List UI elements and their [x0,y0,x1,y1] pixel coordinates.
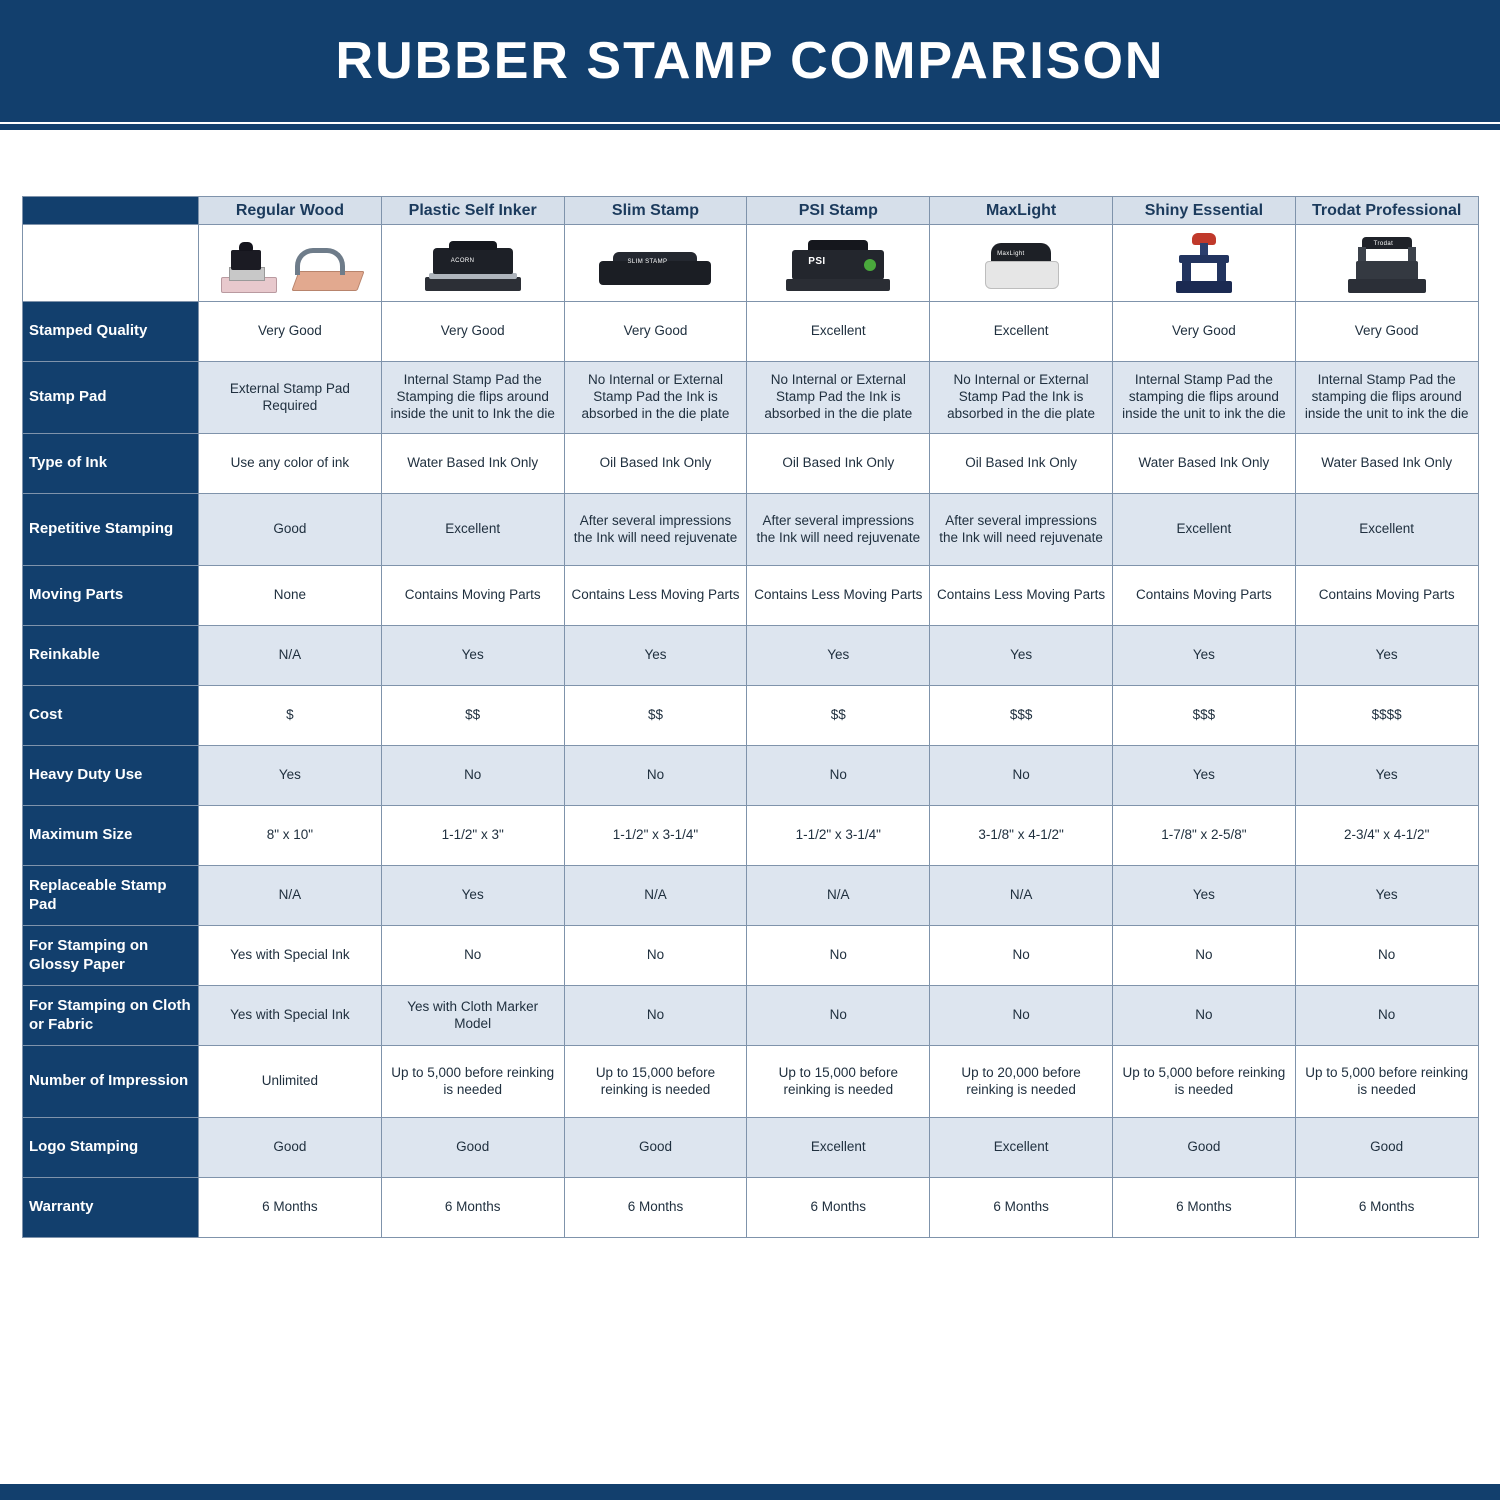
cell-stamped-quality-maxlight: Excellent [930,302,1113,362]
cell-cost-psi-stamp: $$ [747,686,930,746]
trodat-professional-stamp-icon [1312,229,1462,297]
cell-logo-stamping-plastic-self-inker: Good [381,1118,564,1178]
table-row [23,566,1479,626]
page-header [0,0,1500,122]
cell-maximum-size-slim-stamp: 1-1/2" x 3-1/4" [564,806,747,866]
cell-replaceable-stamp-pad-plastic-self-inker: Yes [381,866,564,926]
cell-heavy-duty-use-shiny-essential: Yes [1112,746,1295,806]
comparison-table [22,196,1479,1238]
row-label-type-of-ink: Type of Ink [23,434,199,494]
cell-warranty-regular-wood: 6 Months [199,1178,382,1238]
cell-moving-parts-plastic-self-inker: Contains Moving Parts [381,566,564,626]
stamp-image-shiny-essential [1112,225,1295,302]
table-row [23,686,1479,746]
stamp-image-slim-stamp [564,225,747,302]
cell-replaceable-stamp-pad-regular-wood: N/A [199,866,382,926]
product-header-trodat-professional: Trodat Professional [1295,197,1478,225]
table-row [23,986,1479,1046]
cell-moving-parts-trodat-professional: Contains Moving Parts [1295,566,1478,626]
cell-repetitive-stamping-slim-stamp: After several impressions the Ink will need rejuvenate [564,494,747,566]
cell-stamped-quality-shiny-essential: Very Good [1112,302,1295,362]
shiny-essential-stamp-icon [1129,229,1279,297]
cell-type-of-ink-regular-wood: Use any color of ink [199,434,382,494]
cell-stamped-quality-regular-wood: Very Good [199,302,382,362]
product-header-row [23,197,1479,225]
cell-moving-parts-slim-stamp: Contains Less Moving Parts [564,566,747,626]
row-label-warranty: Warranty [23,1178,199,1238]
cell-maximum-size-shiny-essential: 1-7/8" x 2-5/8" [1112,806,1295,866]
cell-cost-slim-stamp: $$ [564,686,747,746]
cell-reinkable-shiny-essential: Yes [1112,626,1295,686]
row-label-cloth-or-fabric: For Stamping on Cloth or Fabric [23,986,199,1046]
row-label-reinkable: Reinkable [23,626,199,686]
cell-cloth-or-fabric-slim-stamp: No [564,986,747,1046]
cell-moving-parts-psi-stamp: Contains Less Moving Parts [747,566,930,626]
table-row [23,806,1479,866]
row-label-heavy-duty-use: Heavy Duty Use [23,746,199,806]
cell-replaceable-stamp-pad-slim-stamp: N/A [564,866,747,926]
cell-number-of-impression-slim-stamp: Up to 15,000 before reinking is needed [564,1046,747,1118]
cell-replaceable-stamp-pad-psi-stamp: N/A [747,866,930,926]
cell-warranty-maxlight: 6 Months [930,1178,1113,1238]
cell-maximum-size-maxlight: 3-1/8" x 4-1/2" [930,806,1113,866]
cell-cost-shiny-essential: $$$ [1112,686,1295,746]
product-header-maxlight: MaxLight [930,197,1113,225]
cell-warranty-slim-stamp: 6 Months [564,1178,747,1238]
product-header-slim-stamp: Slim Stamp [564,197,747,225]
cell-replaceable-stamp-pad-trodat-professional: Yes [1295,866,1478,926]
cell-reinkable-plastic-self-inker: Yes [381,626,564,686]
table-row [23,494,1479,566]
cell-logo-stamping-shiny-essential: Good [1112,1118,1295,1178]
cell-stamp-pad-shiny-essential: Internal Stamp Pad the stamping die flips around inside the unit to ink the die [1112,362,1295,434]
cell-stamped-quality-slim-stamp: Very Good [564,302,747,362]
cell-repetitive-stamping-shiny-essential: Excellent [1112,494,1295,566]
row-label-glossy-paper: For Stamping on Glossy Paper [23,926,199,986]
cell-type-of-ink-psi-stamp: Oil Based Ink Only [747,434,930,494]
cell-cost-plastic-self-inker: $$ [381,686,564,746]
stamp-image-maxlight [930,225,1113,302]
cell-reinkable-trodat-professional: Yes [1295,626,1478,686]
cell-warranty-psi-stamp: 6 Months [747,1178,930,1238]
brand-label-psi: PSI [808,256,826,267]
cell-moving-parts-maxlight: Contains Less Moving Parts [930,566,1113,626]
cell-type-of-ink-shiny-essential: Water Based Ink Only [1112,434,1295,494]
row-label-stamped-quality: Stamped Quality [23,302,199,362]
cell-repetitive-stamping-psi-stamp: After several impressions the Ink will need rejuvenate [747,494,930,566]
cell-heavy-duty-use-trodat-professional: Yes [1295,746,1478,806]
product-header-regular-wood: Regular Wood [199,197,382,225]
cell-heavy-duty-use-psi-stamp: No [747,746,930,806]
cell-number-of-impression-trodat-professional: Up to 5,000 before reinking is needed [1295,1046,1478,1118]
psi-stamp-icon [763,229,913,297]
cell-moving-parts-regular-wood: None [199,566,382,626]
cell-stamped-quality-psi-stamp: Excellent [747,302,930,362]
table-row [23,926,1479,986]
cell-type-of-ink-trodat-professional: Water Based Ink Only [1295,434,1478,494]
row-label-repetitive-stamping: Repetitive Stamping [23,494,199,566]
cell-number-of-impression-shiny-essential: Up to 5,000 before reinking is needed [1112,1046,1295,1118]
cell-cloth-or-fabric-trodat-professional: No [1295,986,1478,1046]
cell-cost-maxlight: $$$ [930,686,1113,746]
table-row [23,1178,1479,1238]
row-label-logo-stamping: Logo Stamping [23,1118,199,1178]
cell-type-of-ink-maxlight: Oil Based Ink Only [930,434,1113,494]
cell-heavy-duty-use-slim-stamp: No [564,746,747,806]
cell-repetitive-stamping-maxlight: After several impressions the Ink will need rejuvenate [930,494,1113,566]
product-header-shiny-essential: Shiny Essential [1112,197,1295,225]
brand-label-maxlight: MaxLight [997,251,1025,257]
cell-glossy-paper-plastic-self-inker: No [381,926,564,986]
row-label-replaceable-stamp-pad: Replaceable Stamp Pad [23,866,199,926]
table-row [23,1118,1479,1178]
cell-warranty-shiny-essential: 6 Months [1112,1178,1295,1238]
stamp-image-trodat-professional [1295,225,1478,302]
cell-repetitive-stamping-trodat-professional: Excellent [1295,494,1478,566]
cell-warranty-trodat-professional: 6 Months [1295,1178,1478,1238]
table-row [23,866,1479,926]
cell-glossy-paper-shiny-essential: No [1112,926,1295,986]
cell-stamp-pad-regular-wood: External Stamp Pad Required [199,362,382,434]
cell-logo-stamping-regular-wood: Good [199,1118,382,1178]
cell-stamped-quality-trodat-professional: Very Good [1295,302,1478,362]
page-footer [0,1484,1500,1500]
cell-number-of-impression-regular-wood: Unlimited [199,1046,382,1118]
cell-reinkable-regular-wood: N/A [199,626,382,686]
cell-stamped-quality-plastic-self-inker: Very Good [381,302,564,362]
cell-cost-regular-wood: $ [199,686,382,746]
cell-heavy-duty-use-maxlight: No [930,746,1113,806]
table-row [23,626,1479,686]
cell-stamp-pad-psi-stamp: No Internal or External Stamp Pad the Ink is absorbed in the die plate [747,362,930,434]
cell-glossy-paper-maxlight: No [930,926,1113,986]
cell-stamp-pad-slim-stamp: No Internal or External Stamp Pad the Ink is absorbed in the die plate [564,362,747,434]
cell-replaceable-stamp-pad-maxlight: N/A [930,866,1113,926]
product-header-plastic-self-inker: Plastic Self Inker [381,197,564,225]
cell-repetitive-stamping-regular-wood: Good [199,494,382,566]
stamp-image-psi-stamp [747,225,930,302]
stamp-image-row [23,225,1479,302]
cell-cloth-or-fabric-shiny-essential: No [1112,986,1295,1046]
brand-label-acorn: ACORN [450,258,475,264]
cell-replaceable-stamp-pad-shiny-essential: Yes [1112,866,1295,926]
row-label-cost: Cost [23,686,199,746]
cell-maximum-size-regular-wood: 8" x 10" [199,806,382,866]
cell-cloth-or-fabric-psi-stamp: No [747,986,930,1046]
cell-glossy-paper-psi-stamp: No [747,926,930,986]
cell-type-of-ink-slim-stamp: Oil Based Ink Only [564,434,747,494]
cell-glossy-paper-trodat-professional: No [1295,926,1478,986]
table-row [23,302,1479,362]
cell-cost-trodat-professional: $$$$ [1295,686,1478,746]
cell-logo-stamping-maxlight: Excellent [930,1118,1113,1178]
row-label-stamp-pad: Stamp Pad [23,362,199,434]
cell-maximum-size-plastic-self-inker: 1-1/2" x 3" [381,806,564,866]
cell-repetitive-stamping-plastic-self-inker: Excellent [381,494,564,566]
cell-stamp-pad-trodat-professional: Internal Stamp Pad the stamping die flips around inside the unit to ink the die [1295,362,1478,434]
cell-warranty-plastic-self-inker: 6 Months [381,1178,564,1238]
cell-reinkable-maxlight: Yes [930,626,1113,686]
wood-stamp-icon [215,229,365,297]
cell-maximum-size-trodat-professional: 2-3/4" x 4-1/2" [1295,806,1478,866]
cell-reinkable-psi-stamp: Yes [747,626,930,686]
stamp-image-regular-wood [199,225,382,302]
cell-logo-stamping-psi-stamp: Excellent [747,1118,930,1178]
cell-glossy-paper-slim-stamp: No [564,926,747,986]
row-label-moving-parts: Moving Parts [23,566,199,626]
cell-type-of-ink-plastic-self-inker: Water Based Ink Only [381,434,564,494]
maxlight-stamp-icon [946,229,1096,297]
product-header-psi-stamp: PSI Stamp [747,197,930,225]
cell-stamp-pad-maxlight: No Internal or External Stamp Pad the Ink is absorbed in the die plate [930,362,1113,434]
table-row [23,362,1479,434]
cell-moving-parts-shiny-essential: Contains Moving Parts [1112,566,1295,626]
cell-number-of-impression-plastic-self-inker: Up to 5,000 before reinking is needed [381,1046,564,1118]
cell-heavy-duty-use-plastic-self-inker: No [381,746,564,806]
comparison-table-container [22,196,1478,1238]
header-divider [0,124,1500,130]
row-label-number-of-impression: Number of Impression [23,1046,199,1118]
page-title: RUBBER STAMP COMPARISON [335,32,1165,90]
cell-number-of-impression-maxlight: Up to 20,000 before reinking is needed [930,1046,1113,1118]
cell-cloth-or-fabric-plastic-self-inker: Yes with Cloth Marker Model [381,986,564,1046]
cell-glossy-paper-regular-wood: Yes with Special Ink [199,926,382,986]
row-label-maximum-size: Maximum Size [23,806,199,866]
table-corner [23,197,199,225]
cell-maximum-size-psi-stamp: 1-1/2" x 3-1/4" [747,806,930,866]
cell-stamp-pad-plastic-self-inker: Internal Stamp Pad the Stamping die flips around inside the unit to Ink the die [381,362,564,434]
row-label-type-of-stamp: Type of Stamp [23,225,199,302]
cell-cloth-or-fabric-maxlight: No [930,986,1113,1046]
slim-stamp-icon [580,229,730,297]
self-inker-stamp-icon [398,229,548,297]
table-row [23,746,1479,806]
brand-label-trodat: Trodat [1373,241,1394,247]
cell-number-of-impression-psi-stamp: Up to 15,000 before reinking is needed [747,1046,930,1118]
cell-logo-stamping-slim-stamp: Good [564,1118,747,1178]
table-row [23,1046,1479,1118]
stamp-image-plastic-self-inker [381,225,564,302]
cell-heavy-duty-use-regular-wood: Yes [199,746,382,806]
cell-logo-stamping-trodat-professional: Good [1295,1118,1478,1178]
brand-label-slim-stamp: SLIM STAMP [627,259,668,265]
cell-reinkable-slim-stamp: Yes [564,626,747,686]
table-row [23,434,1479,494]
cell-cloth-or-fabric-regular-wood: Yes with Special Ink [199,986,382,1046]
